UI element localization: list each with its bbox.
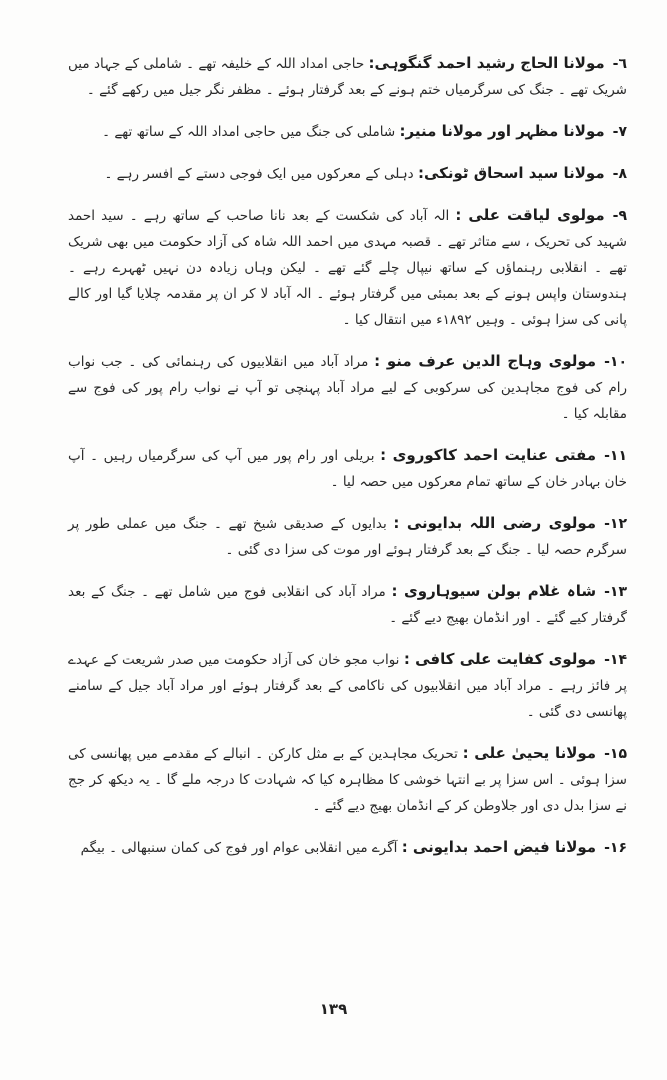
entry-number: ۱۴-	[604, 651, 627, 668]
list-item	[68, 578, 627, 631]
entry-name: مفتی عنایت احمد کاکوروی :	[380, 445, 597, 464]
entry-text: مراد آباد کی انقلابی فوج میں شامل تھے ۔ جنگ کے بعد گرفتار کیے گئے ۔ اور انڈمان بھیج دیے گئے ۔	[68, 583, 627, 626]
entry-name: مولانا مظہر اور مولانا منیر:	[399, 121, 605, 140]
entry-name: مولوی رضی اللہ بدایونی :	[393, 513, 597, 532]
entry-text: تحریک مجاہدین کے بے مثل کارکن ۔ انبالے کے مقدمے میں پھانسی کی سزا ہوئی ۔ اس سزا پر بے انتہا خوشی کا مظاہرہ کیا کہ شہادت کا درجہ ملے گا ۔ یہ دیکھ کر جج نے سزا بدل دی اور جلاوطن کر کے انڈمان بھیج دیے گئے ۔	[68, 745, 627, 814]
entry-text: مراد آباد میں انقلابیوں کی رہنمائی کی ۔ جب نواب رام کی فوج مجاہدین کی سرکوبی کے لیے مراد آباد پہنچی تو آپ نے نواب رام پور کی فوج سے مقابلہ کیا ۔	[68, 353, 627, 422]
entry-number: ۹-	[612, 207, 628, 224]
list-item	[68, 50, 627, 103]
entry-number: ۱۵-	[604, 745, 627, 762]
entry-list	[68, 36, 627, 876]
entry-number: ۱۰-	[604, 353, 628, 370]
entry-name: مولوی لیاقت علی :	[455, 205, 605, 224]
entry-number: ۱۲-	[604, 515, 627, 532]
entry-text: بدایوں کے صدیقی شیخ تھے ۔ جنگ میں عملی طور پر سرگرم حصہ لیا ۔ جنگ کے بعد گرفتار ہوئے اور موت کی سزا دی گئی ۔	[68, 515, 627, 558]
list-item	[68, 348, 627, 427]
entry-text: حاجی امداد اللہ کے خلیفہ تھے ۔ شاملی کے جہاد میں شریک تھے ۔ جنگ کی سرگرمیاں ختم ہونے کے بعد گرفتار ہوئے ۔ مظفر نگر جیل میں رکھے گئے ۔	[68, 55, 627, 98]
list-item	[68, 834, 627, 861]
list-item	[68, 740, 627, 819]
entry-name: مولانا الحاج رشید احمد گنگوہی:	[368, 53, 605, 72]
page-number: ۱۳۹	[319, 1000, 348, 1018]
entry-text: شاملی کی جنگ میں حاجی امداد اللہ کے ساتھ تھے ۔	[102, 123, 396, 140]
entry-text: دہلی کے معرکوں میں ایک فوجی دستے کے افسر رہے ۔	[104, 165, 414, 182]
list-item	[68, 202, 627, 333]
list-item	[68, 160, 627, 187]
entry-number: ۱۳-	[604, 583, 627, 600]
entry-number: ٦-	[612, 55, 628, 72]
entry-name: مولانا یحییٰ علی :	[462, 743, 597, 762]
list-item	[68, 646, 627, 725]
list-item	[68, 442, 627, 495]
list-item	[68, 118, 627, 145]
entry-text: بریلی اور رام پور میں آپ کی سرگرمیاں رہیں ۔ آپ خان بہادر خان کے ساتھ تمام معرکوں میں حصہ لیا ۔	[68, 447, 627, 490]
entry-name: مولانا فیض احمد بدایونی :	[401, 837, 597, 856]
entry-text: آگرے میں انقلابی عوام اور فوج کی کمان سنبھالی ۔ بیگم	[80, 839, 398, 856]
entry-number: ۷-	[612, 123, 627, 140]
entry-number: ۱۱-	[604, 447, 628, 464]
list-item	[68, 510, 627, 563]
entry-name: مولوی کفایت علی کافی :	[403, 649, 597, 668]
entry-name: شاہ غلام بولن سیوہاروی :	[391, 581, 597, 600]
entry-number: ۱۶-	[604, 839, 627, 856]
entry-text: نواب مجو خان کی آزاد حکومت میں صدر شریعت کے عہدے پر فائز رہے ۔ مراد آباد میں انقلابیوں کی ناکامی کے بعد گرفتار ہوئے اور مراد آباد جیل کے سامنے پھانسی دی گئی ۔	[68, 651, 627, 720]
entry-name: مولانا سید اسحاق ٹونکی:	[417, 163, 605, 182]
entry-name: مولوی وہاج الدین عرف منو :	[374, 351, 597, 370]
entry-text: الہ آباد کی شکست کے بعد نانا صاحب کے ساتھ رہے ۔ سید احمد شہید کی تحریک ، سے متاثر تھے ۔ قصبہ مہدی میں احمد اللہ شاہ کی آزاد حکومت میں بھی شریک تھے ۔ انقلابی رہنماؤں کے ساتھ نیپال چلے گئے تھے ۔ لیکن وہاں زیادہ دن نہیں ٹھہرے رہے ۔ ہندوستان واپس ہونے کے بعد بمبئی میں گرفتار ہوئے ۔ الہ آباد لا کر ان پر مقدمہ چلایا گیا اور کالے پانی کی سزا ہوئی ۔ وہیں ۱۸۹۲ء میں انتقال کیا ۔	[68, 207, 627, 328]
entry-number: ۸-	[612, 165, 627, 182]
